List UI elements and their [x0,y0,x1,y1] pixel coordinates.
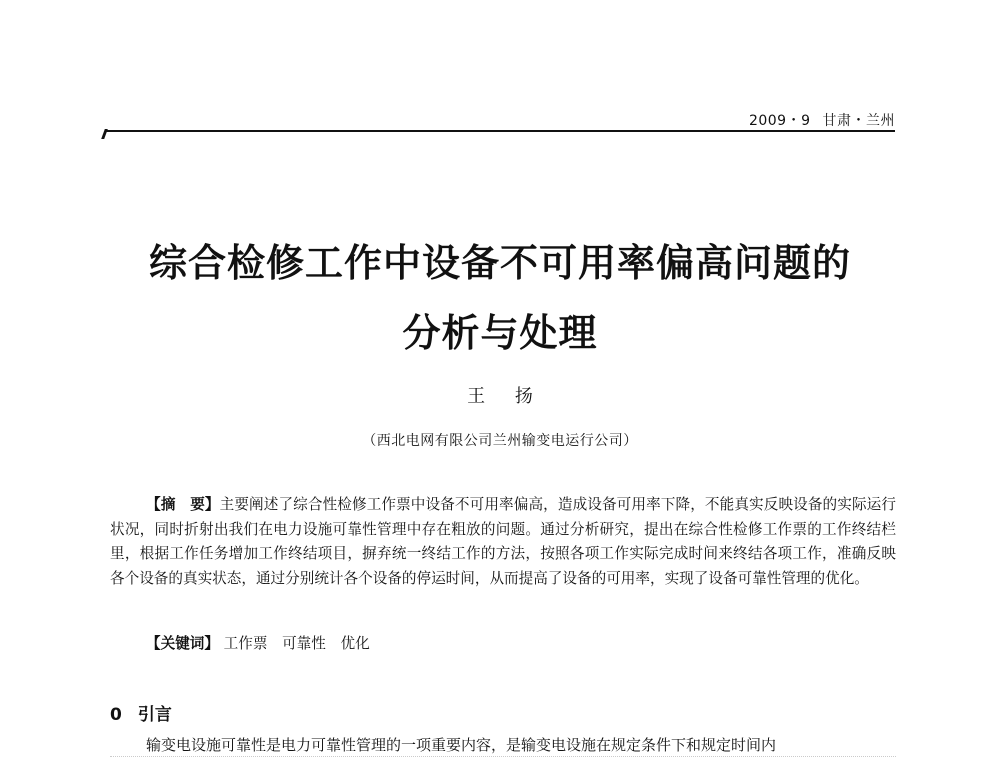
cropped-next-line [110,756,896,761]
keywords [146,632,380,653]
paper-title-line-2: 分析与处理 [402,310,598,355]
running-header [749,110,895,130]
abstract-text: 主要阐述了综合性检修工作票中设备不可用率偏高，造成设备可用率下降，不能真实反映设备的实际运行状况，同时折射出我们在电力设施可靠性管理中存在粗放的问题。通过分析研究，提出在综合性检修工作票的工作终结栏里，根据工作任务增加工作终结项目，摒弃统一终结工作的方法，按照各项工作实际完成时间来终结各项工作，准确反映各个设备的真实状态，通过分别统计各个设备的停运时间，从而提高了设备的可用率，实现了设备可靠性管理的优化。 [110,496,896,587]
header-place: 甘肃・兰州 [822,113,895,129]
paper-title-line-1: 综合检修工作中设备不可用率偏高问题的 [148,240,851,285]
author-affiliation: （西北电网有限公司兰州输变电运行公司） [362,433,638,449]
section-heading [110,700,172,725]
header-date: 2009・9 [748,113,811,129]
section-title: 引言 [137,705,172,725]
keyword-item: 工作票 [223,635,268,652]
keyword-item: 可靠性 [282,635,326,652]
header-rule [105,130,895,132]
section-number: 0 [110,705,122,725]
body-paragraph-first-line: 输变电设施可靠性是电力可靠性管理的一项重要内容，是输变电设施在规定条件下和规定时间内 [146,736,777,754]
keyword-item: 优化 [340,635,370,652]
keywords-label: 【关键词】 [146,635,219,652]
abstract-label: 【摘 要】 [146,496,220,513]
abstract [110,493,896,591]
author-name: 王 扬 [467,386,545,407]
